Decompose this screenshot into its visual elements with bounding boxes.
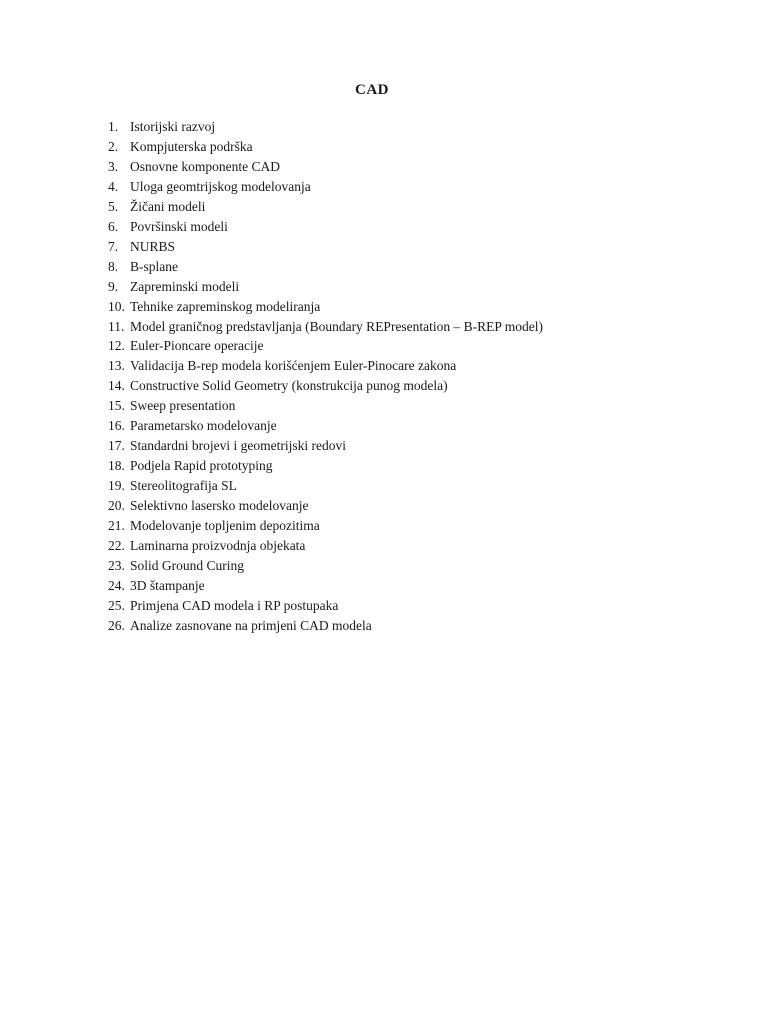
item-number: 6. (108, 218, 119, 234)
item-number: 2. (108, 138, 119, 154)
item-text: Žičani modeli (130, 198, 206, 214)
item-number: 13. (108, 358, 125, 374)
item-number: 18. (108, 458, 125, 474)
item-text: Modelovanje topljenim depozitima (130, 518, 320, 534)
list-item (108, 556, 543, 576)
item-text: Istorijski razvoj (130, 119, 216, 134)
item-text: Selektivno lasersko modelovanje (130, 498, 309, 514)
item-number: 8. (108, 258, 119, 274)
item-number: 24. (108, 577, 125, 593)
item-number: 5. (108, 198, 119, 214)
item-text: Parametarsko modelovanje (130, 418, 277, 434)
item-text: Constructive Solid Geometry (konstrukcija punog modela) (130, 378, 448, 394)
list-item (108, 137, 543, 157)
list-item (108, 177, 543, 197)
item-text: Uloga geomtrijskog modelovanja (130, 178, 311, 194)
item-number: 20. (108, 498, 125, 514)
document-title: CAD (355, 82, 389, 98)
item-number: 16. (108, 418, 125, 434)
item-number: 10. (108, 298, 125, 314)
list-item (108, 436, 543, 456)
item-number: 15. (108, 398, 125, 414)
item-number: 25. (108, 597, 125, 613)
list-item (108, 237, 543, 257)
item-text: Kompjuterska podrška (130, 138, 253, 154)
list-item (108, 277, 543, 297)
item-text: Osnovne komponente CAD (130, 158, 280, 174)
list-item (108, 596, 543, 616)
list-item (108, 416, 543, 436)
item-text: B-splane (130, 258, 178, 274)
list-item (108, 456, 543, 476)
item-text: Analize zasnovane na primjeni CAD modela (130, 617, 372, 633)
item-text: 3D štampanje (130, 577, 205, 593)
list-item (108, 117, 543, 137)
item-text: Solid Ground Curing (130, 557, 245, 573)
list-item (108, 217, 543, 237)
item-number: 3. (108, 158, 119, 174)
list-item (108, 576, 543, 596)
list-item (108, 516, 543, 536)
item-number: 21. (108, 518, 125, 534)
item-text: Stereolitografija SL (130, 478, 237, 494)
item-number: 23. (108, 557, 125, 573)
item-text: Primjena CAD modela i RP postupaka (130, 597, 339, 613)
item-text: Sweep presentation (130, 398, 236, 414)
item-number: 22. (108, 538, 125, 554)
item-number: 14. (108, 378, 125, 394)
item-number: 12. (108, 338, 125, 354)
list-item (108, 157, 543, 177)
item-number: 26. (108, 617, 125, 633)
item-number: 7. (108, 238, 119, 254)
list-item (108, 336, 543, 356)
topic-list (108, 117, 543, 636)
list-item (108, 297, 543, 317)
item-text: Standardni brojevi i geometrijski redovi (130, 438, 346, 454)
list-item (108, 496, 543, 516)
item-text: Euler-Pioncare operacije (130, 338, 264, 354)
list-item (108, 356, 543, 376)
list-item (108, 616, 543, 636)
item-number: 17. (108, 438, 125, 454)
item-text: Validacija B-rep modela korišćenjem Euler-Pinocare zakona (130, 358, 457, 374)
item-number: 4. (108, 178, 119, 194)
item-text: Zapreminski modeli (130, 278, 240, 294)
item-number: 11. (108, 318, 125, 334)
list-item (108, 197, 543, 217)
list-item (108, 257, 543, 277)
item-text: Model graničnog predstavljanja (Boundary REPresentation – B-REP model) (130, 318, 544, 334)
item-text: Podjela Rapid prototyping (130, 458, 273, 474)
item-text: Laminarna proizvodnja objekata (130, 538, 306, 554)
list-item (108, 317, 543, 337)
item-text: Površinski modeli (130, 218, 228, 234)
list-item (108, 476, 543, 496)
item-text: Tehnike zapreminskog modeliranja (130, 298, 321, 314)
item-number: 9. (108, 278, 119, 294)
item-text: NURBS (130, 238, 176, 254)
item-number: 1. (108, 119, 119, 134)
list-item (108, 536, 543, 556)
list-item (108, 396, 543, 416)
list-item (108, 376, 543, 396)
item-number: 19. (108, 478, 125, 494)
